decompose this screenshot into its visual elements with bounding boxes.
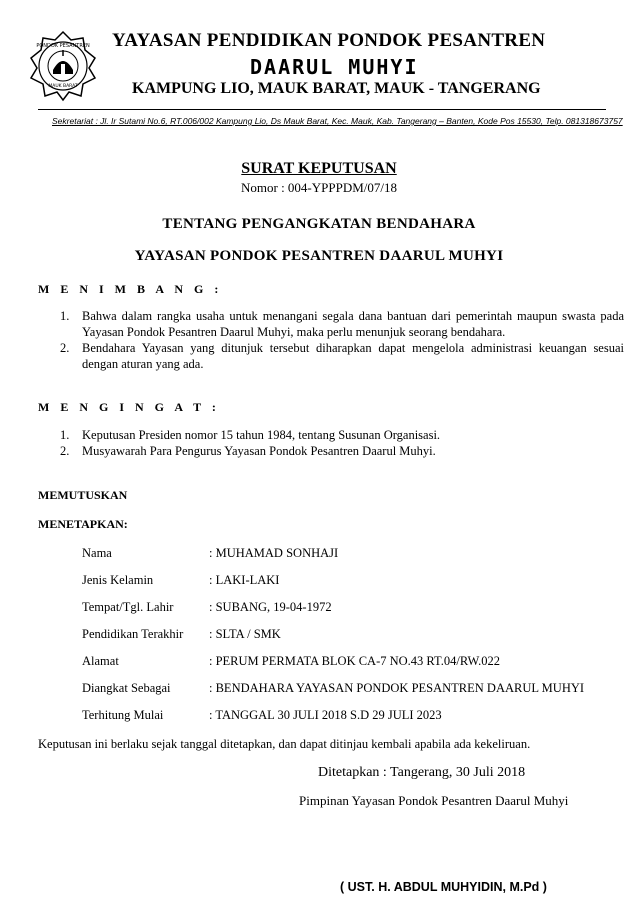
mengingat-heading: M E N G I N G A T : (38, 400, 220, 414)
field-row-terhitung (82, 708, 442, 723)
org-name-line2: DAARUL MUHYI (250, 55, 419, 79)
memutuskan-label: MEMUTUSKAN (38, 488, 128, 502)
list-item (60, 340, 624, 372)
field-label: Terhitung Mulai (82, 708, 164, 722)
field-label: Alamat (82, 654, 119, 668)
list-number: 2. (60, 341, 70, 355)
document-title: SURAT KEPUTUSAN (241, 160, 397, 177)
place-date: Ditetapkan : Tangerang, 30 Juli 2018 (318, 765, 526, 780)
validity-note: Keputusan ini berlaku sejak tanggal ditetapkan, dan dapat ditinjau kembali apabila ada kekeliruan. (38, 737, 531, 751)
field-row-diangkat (82, 681, 584, 696)
field-value: : PERUM PERMATA BLOK CA-7 NO.43 RT.04/RW.022 (209, 654, 500, 668)
list-number: 1. (60, 428, 70, 442)
logo-text-bottom: MAUK BARAT (48, 84, 78, 89)
field-label: Jenis Kelamin (82, 573, 154, 587)
field-label: Diangkat Sebagai (82, 681, 171, 695)
subject-line1: TENTANG PENGANGKATAN BENDAHARA (162, 216, 476, 232)
list-number: 1. (60, 309, 70, 323)
field-value: : MUHAMAD SONHAJI (209, 546, 339, 560)
menimbang-list (60, 308, 624, 372)
field-value: : LAKI-LAKI (209, 573, 280, 587)
org-name-line1: YAYASAN PENDIDIKAN PONDOK PESANTREN (112, 30, 546, 51)
field-row-alamat (82, 654, 500, 669)
field-label: Tempat/Tgl. Lahir (82, 600, 174, 614)
field-value: : SLTA / SMK (209, 627, 281, 641)
menimbang-heading: M E N I M B A N G : (38, 282, 223, 296)
field-row-tempat-lahir (82, 600, 332, 615)
secretariat-address: Sekretariat : Jl. Ir Sutami No.6, RT.006/002 Kampung Lio, Ds Mauk Barat, Kec. Mauk, Kab. Tangerang – Banten, Kode Pos 15530, Telp. 081318673757 (52, 116, 623, 126)
list-text: Musyawarah Para Pengurus Yayasan Pondok Pesantren Daarul Muhyi. (82, 444, 436, 458)
list-text: Bahwa dalam rangka usaha untuk menangani segala dana bantuan dari pemerintah maupun swasta pada Yayasan Pondok Pesantren Daarul Muhyi, maka perlu menunjuk seorang bendahara. (82, 309, 624, 339)
field-value: : SUBANG, 19-04-1972 (209, 600, 332, 614)
list-number: 2. (60, 444, 70, 458)
list-item (60, 443, 624, 459)
field-row-pendidikan (82, 627, 281, 642)
signatory-name: ( UST. H. ABDUL MUHYIDIN, M.Pd ) (340, 880, 547, 894)
list-text: Keputusan Presiden nomor 15 tahun 1984, tentang Susunan Organisasi. (82, 428, 441, 442)
field-row-jenis-kelamin (82, 573, 279, 588)
list-text: Bendahara Yayasan yang ditunjuk tersebut diharapkan dapat mengelola administrasi keuangan sesuai dengan aturan yang ada. (82, 341, 624, 371)
list-item (60, 308, 624, 340)
field-value: : TANGGAL 30 JULI 2018 S.D 29 JULI 2023 (209, 708, 442, 722)
signatory-position: Pimpinan Yayasan Pondok Pesantren Daarul Muhyi (299, 793, 569, 808)
logo-text-top: PONDOK PESANTREN (36, 43, 90, 49)
field-label: Pendidikan Terakhir (82, 627, 184, 641)
document-number: Nomor : 004-YPPPDM/07/18 (240, 180, 398, 195)
org-address-line: KAMPUNG LIO, MAUK BARAT, MAUK - TANGERANG (132, 80, 541, 97)
field-row-nama (82, 546, 338, 561)
letterhead-divider (38, 109, 606, 110)
field-value: : BENDAHARA YAYASAN PONDOK PESANTREN DAARUL MUHYI (209, 681, 585, 695)
subject-line2: YAYASAN PONDOK PESANTREN DAARUL MUHYI (134, 248, 504, 264)
field-label: Nama (82, 546, 112, 560)
list-item (60, 427, 624, 443)
mengingat-list (60, 427, 624, 459)
foundation-logo (27, 30, 99, 102)
menetapkan-label: MENETAPKAN: (38, 517, 128, 531)
